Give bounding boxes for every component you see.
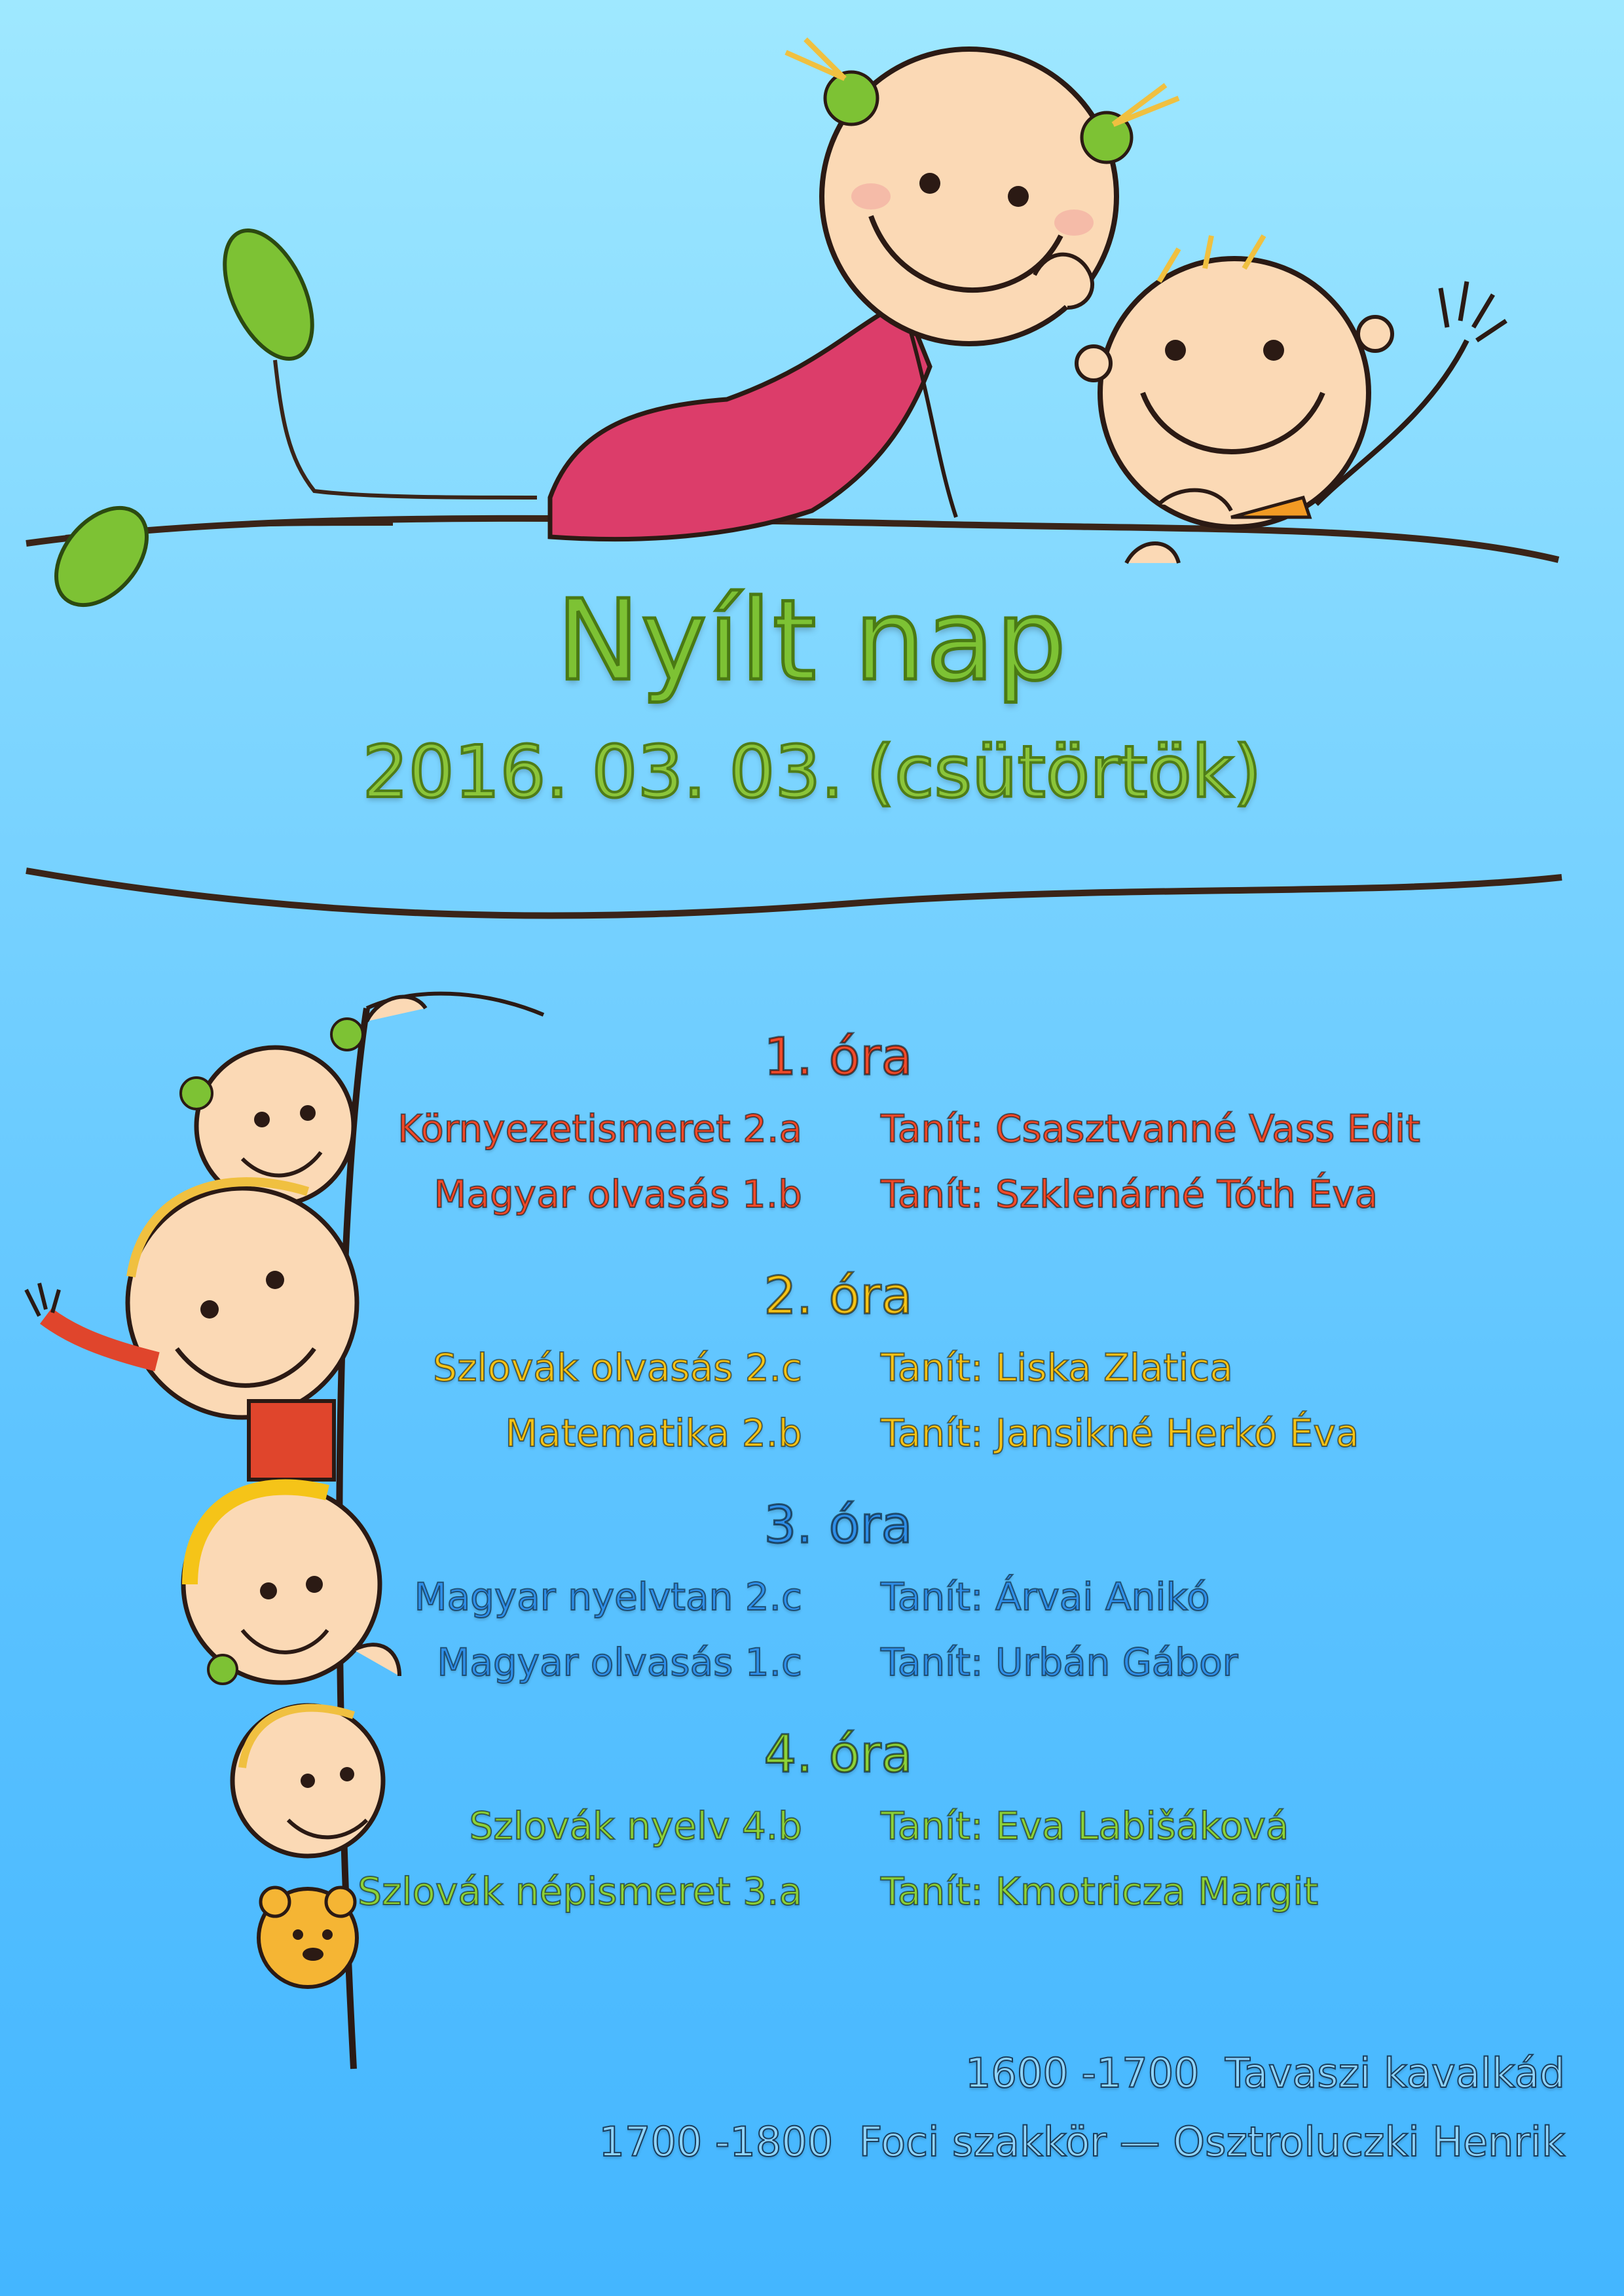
boy-on-branch — [1077, 236, 1506, 563]
subject-label: Matematika 2.b — [505, 1411, 802, 1455]
teacher-label: Tanít: Csasztvanné Vass Edit — [881, 1106, 1421, 1151]
event-time: 1600 -1700 — [965, 2049, 1200, 2097]
period-heading: 2. óra — [764, 1267, 913, 1326]
period-heading: 3. óra — [764, 1496, 913, 1555]
teacher-label: Tanít: Urbán Gábor — [881, 1640, 1238, 1685]
subject-label: Környezetismeret 2.a — [397, 1106, 802, 1151]
subject-label: Szlovák népismeret 3.a — [358, 1869, 802, 1914]
teacher-label: Tanít: Kmotricza Margit — [881, 1869, 1319, 1914]
event-date: 2016. 03. 03. (csütörtök) — [362, 730, 1262, 814]
teacher-label: Tanít: Eva Labišáková — [881, 1804, 1289, 1848]
subject-label: Magyar olvasás 1.b — [434, 1172, 802, 1216]
girl-on-branch — [550, 39, 1179, 539]
leaf-icon — [207, 217, 537, 498]
event-text: Tavaszi kavalkád — [1225, 2049, 1565, 2097]
period-heading: 4. óra — [764, 1725, 913, 1784]
event-line — [599, 2118, 1565, 2166]
event-time: 1700 -1800 — [599, 2118, 834, 2166]
period-heading: 1. óra — [764, 1028, 913, 1087]
subject-label: Magyar olvasás 1.c — [437, 1640, 802, 1685]
teacher-label: Tanít: Szklenárné Tóth Éva — [881, 1172, 1378, 1216]
teacher-label: Tanít: Jansikné Herkó Éva — [881, 1411, 1359, 1455]
subject-label: Magyar nyelvtan 2.c — [414, 1575, 802, 1619]
teacher-label: Tanít: Liska Zlatica — [881, 1345, 1233, 1390]
divider-line — [26, 871, 1562, 915]
event-line — [965, 2049, 1565, 2097]
teacher-label: Tanít: Árvai Anikó — [881, 1575, 1210, 1619]
event-text: Foci szakkör — Osztroluczki Henrik — [858, 2118, 1565, 2166]
page-title: Nyílt nap — [556, 576, 1068, 706]
subject-label: Szlovák olvasás 2.c — [433, 1345, 802, 1390]
subject-label: Szlovák nyelv 4.b — [469, 1804, 802, 1848]
